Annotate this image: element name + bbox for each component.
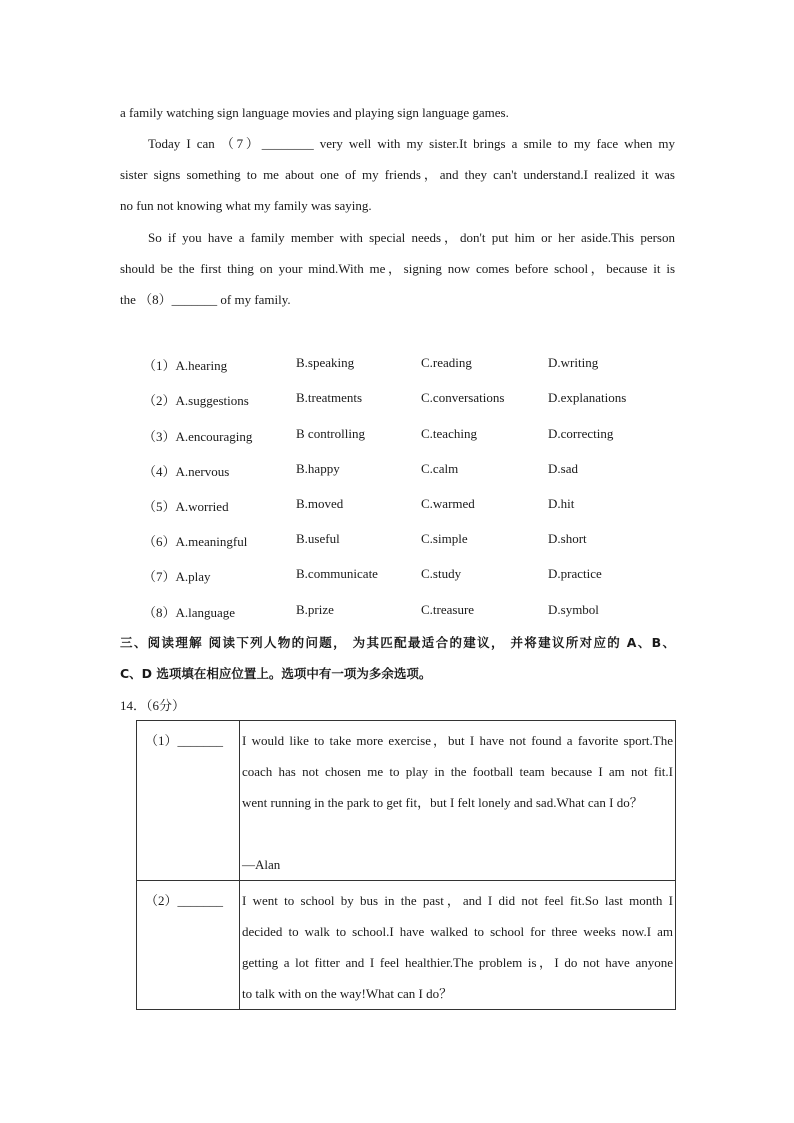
passage-line: Today I can （7）________ very well with my sister.It brings a smile to my face when my [148, 136, 675, 151]
option-row [143, 496, 663, 520]
option-a: （5）A.worried [143, 499, 229, 514]
passage-paragraph-1 [120, 128, 675, 221]
passage-line: no fun not knowing what my family was saying. [120, 198, 372, 213]
option-d: D.sad [548, 461, 578, 476]
question-number: 14．（6分） [120, 698, 186, 713]
answer-blank-label[interactable]: （1）_______ [137, 721, 240, 881]
section-heading-line: C、D 选项填在相应位置上。选项中有一项为多余选项。 [120, 666, 432, 681]
option-c: C.conversations [421, 390, 505, 405]
option-d: D.hit [548, 496, 575, 511]
section-heading [120, 627, 675, 689]
option-b: B.happy [296, 461, 340, 476]
passage-paragraph-2 [120, 222, 675, 315]
option-c: C.reading [421, 355, 472, 370]
problem-line [242, 818, 673, 849]
option-d: D.writing [548, 355, 599, 370]
option-d: D.practice [548, 566, 602, 581]
option-a: （1）A.hearing [143, 358, 228, 373]
option-d: D.explanations [548, 390, 627, 405]
option-c: C.simple [421, 531, 468, 546]
option-row [143, 390, 663, 414]
option-row [143, 602, 663, 626]
option-a: （2）A.suggestions [143, 393, 249, 408]
option-d: D.short [548, 531, 587, 546]
option-a: （8）A.language [143, 605, 236, 620]
option-a: （3）A.encouraging [143, 429, 253, 444]
option-b: B.moved [296, 496, 344, 511]
problem-text [240, 881, 676, 1010]
option-c: C.warmed [421, 496, 475, 511]
passage-line: sister signs something to me about one of my friends，and they can't understand.I realized it was [120, 167, 675, 182]
option-b: B.communicate [296, 566, 378, 581]
option-row [143, 461, 663, 485]
table-row [137, 881, 676, 1010]
problem-text [240, 721, 676, 881]
passage-line: a family watching sign language movies and playing sign language games. [120, 105, 509, 120]
option-row [143, 426, 663, 450]
option-b: B.useful [296, 531, 340, 546]
option-c: C.calm [421, 461, 459, 476]
option-a: （7）A.play [143, 569, 211, 584]
answer-blank-label[interactable]: （2）_______ [137, 881, 240, 1010]
problem-line: I went to school by bus in the past，and I did not feel fit.So last month I [242, 893, 673, 908]
matching-table [136, 720, 676, 1010]
section-heading-line: 三、阅读理解 阅读下列人物的问题， 为其匹配最适合的建议， 并将建议所对应的 A、B、 [120, 635, 675, 650]
option-a: （6）A.meaningful [143, 534, 248, 549]
problem-line: getting a lot fitter and I feel healthier.The problem is，I do not have anyone [242, 955, 673, 970]
option-a: （4）A.nervous [143, 464, 230, 479]
problem-line: I would like to take more exercise，but I have not found a favorite sport.The [242, 733, 673, 748]
passage-line: should be the first thing on your mind.With me，signing now comes before school，because it is [120, 261, 675, 276]
problem-line: to talk with on the way!What can I do？ [242, 986, 453, 1001]
option-row [143, 566, 663, 590]
option-b: B.treatments [296, 390, 363, 405]
option-c: C.treasure [421, 602, 475, 617]
problem-line: went running in the park to get fit，but I felt lonely and sad.What can I do？ [242, 795, 643, 810]
table-row [137, 721, 676, 881]
option-b: B controlling [296, 426, 365, 441]
problem-line: decided to walk to school.I have walked to school for three weeks now.I am [242, 924, 673, 939]
option-c: C.teaching [421, 426, 477, 441]
passage-line: So if you have a family member with special needs，don't put him or her aside.This person [148, 230, 675, 245]
option-d: D.correcting [548, 426, 614, 441]
option-b: B.speaking [296, 355, 355, 370]
option-row [143, 355, 663, 379]
option-c: C.study [421, 566, 462, 581]
passage-paragraph-0 [120, 97, 675, 128]
option-d: D.symbol [548, 602, 599, 617]
signature: —Alan [242, 857, 281, 872]
option-row [143, 531, 663, 555]
passage-line: the （8）_______ of my family. [120, 292, 291, 307]
option-b: B.prize [296, 602, 334, 617]
problem-line: coach has not chosen me to play in the football team because I am not fit.I [242, 764, 673, 779]
